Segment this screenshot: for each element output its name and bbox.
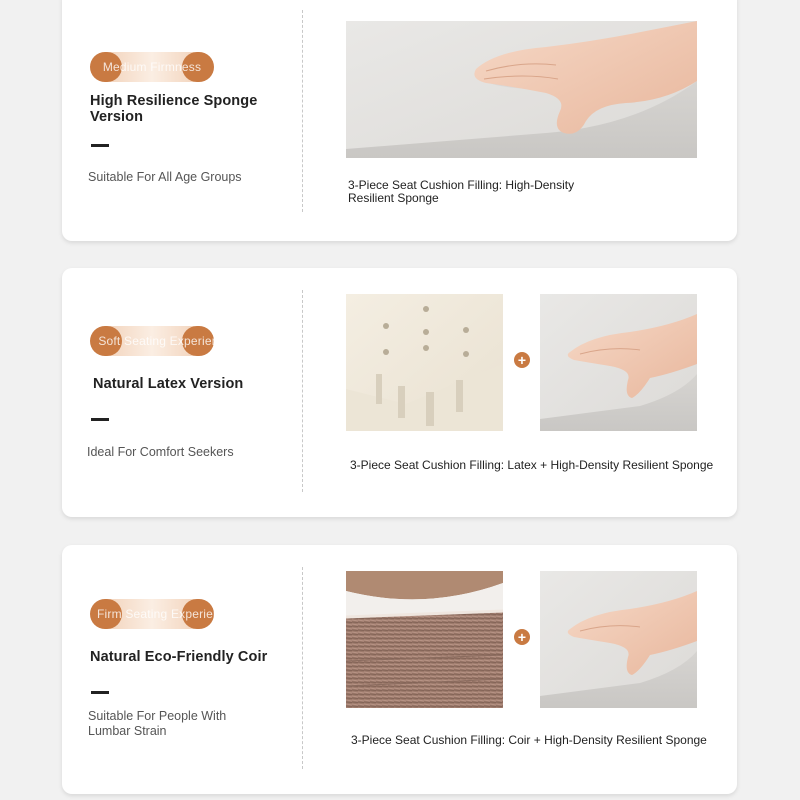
version-title-line-2: Version — [90, 109, 144, 125]
suitability-text — [88, 709, 226, 739]
sponge-press-photo — [346, 21, 697, 158]
version-title — [90, 93, 257, 125]
title-dash — [91, 418, 109, 421]
firmness-badge — [90, 599, 233, 629]
product-card-sponge — [62, 0, 737, 241]
version-title-line-1: High Resilience Sponge — [90, 93, 258, 109]
filling-caption: 3-Piece Seat Cushion Filling: Latex + High-Density Resilient Sponge — [350, 458, 714, 472]
card-divider — [302, 290, 303, 492]
version-title: Natural Eco-Friendly Coir — [90, 649, 268, 665]
version-title: Natural Latex Version — [93, 376, 244, 392]
plus-icon: + — [514, 629, 530, 645]
plus-icon: + — [514, 352, 530, 368]
firmness-badge — [90, 326, 232, 356]
badge-label: Medium Firmness — [102, 60, 202, 74]
badge-label: Firm Seating Experience — [97, 607, 233, 621]
sponge-press-photo — [540, 294, 697, 431]
card-divider — [302, 567, 303, 769]
coir-photo — [346, 571, 503, 708]
badge-label: Soft Seating Experience — [98, 334, 232, 348]
filling-caption — [348, 179, 574, 205]
card-divider — [302, 10, 303, 212]
suitability-line-1: Suitable For People With — [88, 709, 227, 723]
product-card-latex — [62, 268, 737, 517]
title-dash — [91, 691, 109, 694]
title-dash — [91, 144, 109, 147]
product-card-coir — [62, 545, 737, 794]
sponge-press-photo — [540, 571, 697, 708]
filling-caption-line-2: Resilient Sponge — [348, 191, 439, 205]
latex-photo — [346, 294, 503, 431]
filling-caption: 3-Piece Seat Cushion Filling: Coir + High-Density Resilient Sponge — [351, 733, 707, 747]
suitability-line-2: Lumbar Strain — [88, 724, 167, 738]
filling-caption-line-1: 3-Piece Seat Cushion Filling: High-Density — [348, 178, 575, 192]
suitability-text: Ideal For Comfort Seekers — [87, 445, 234, 459]
firmness-badge — [90, 52, 214, 82]
suitability-text: Suitable For All Age Groups — [88, 170, 242, 184]
